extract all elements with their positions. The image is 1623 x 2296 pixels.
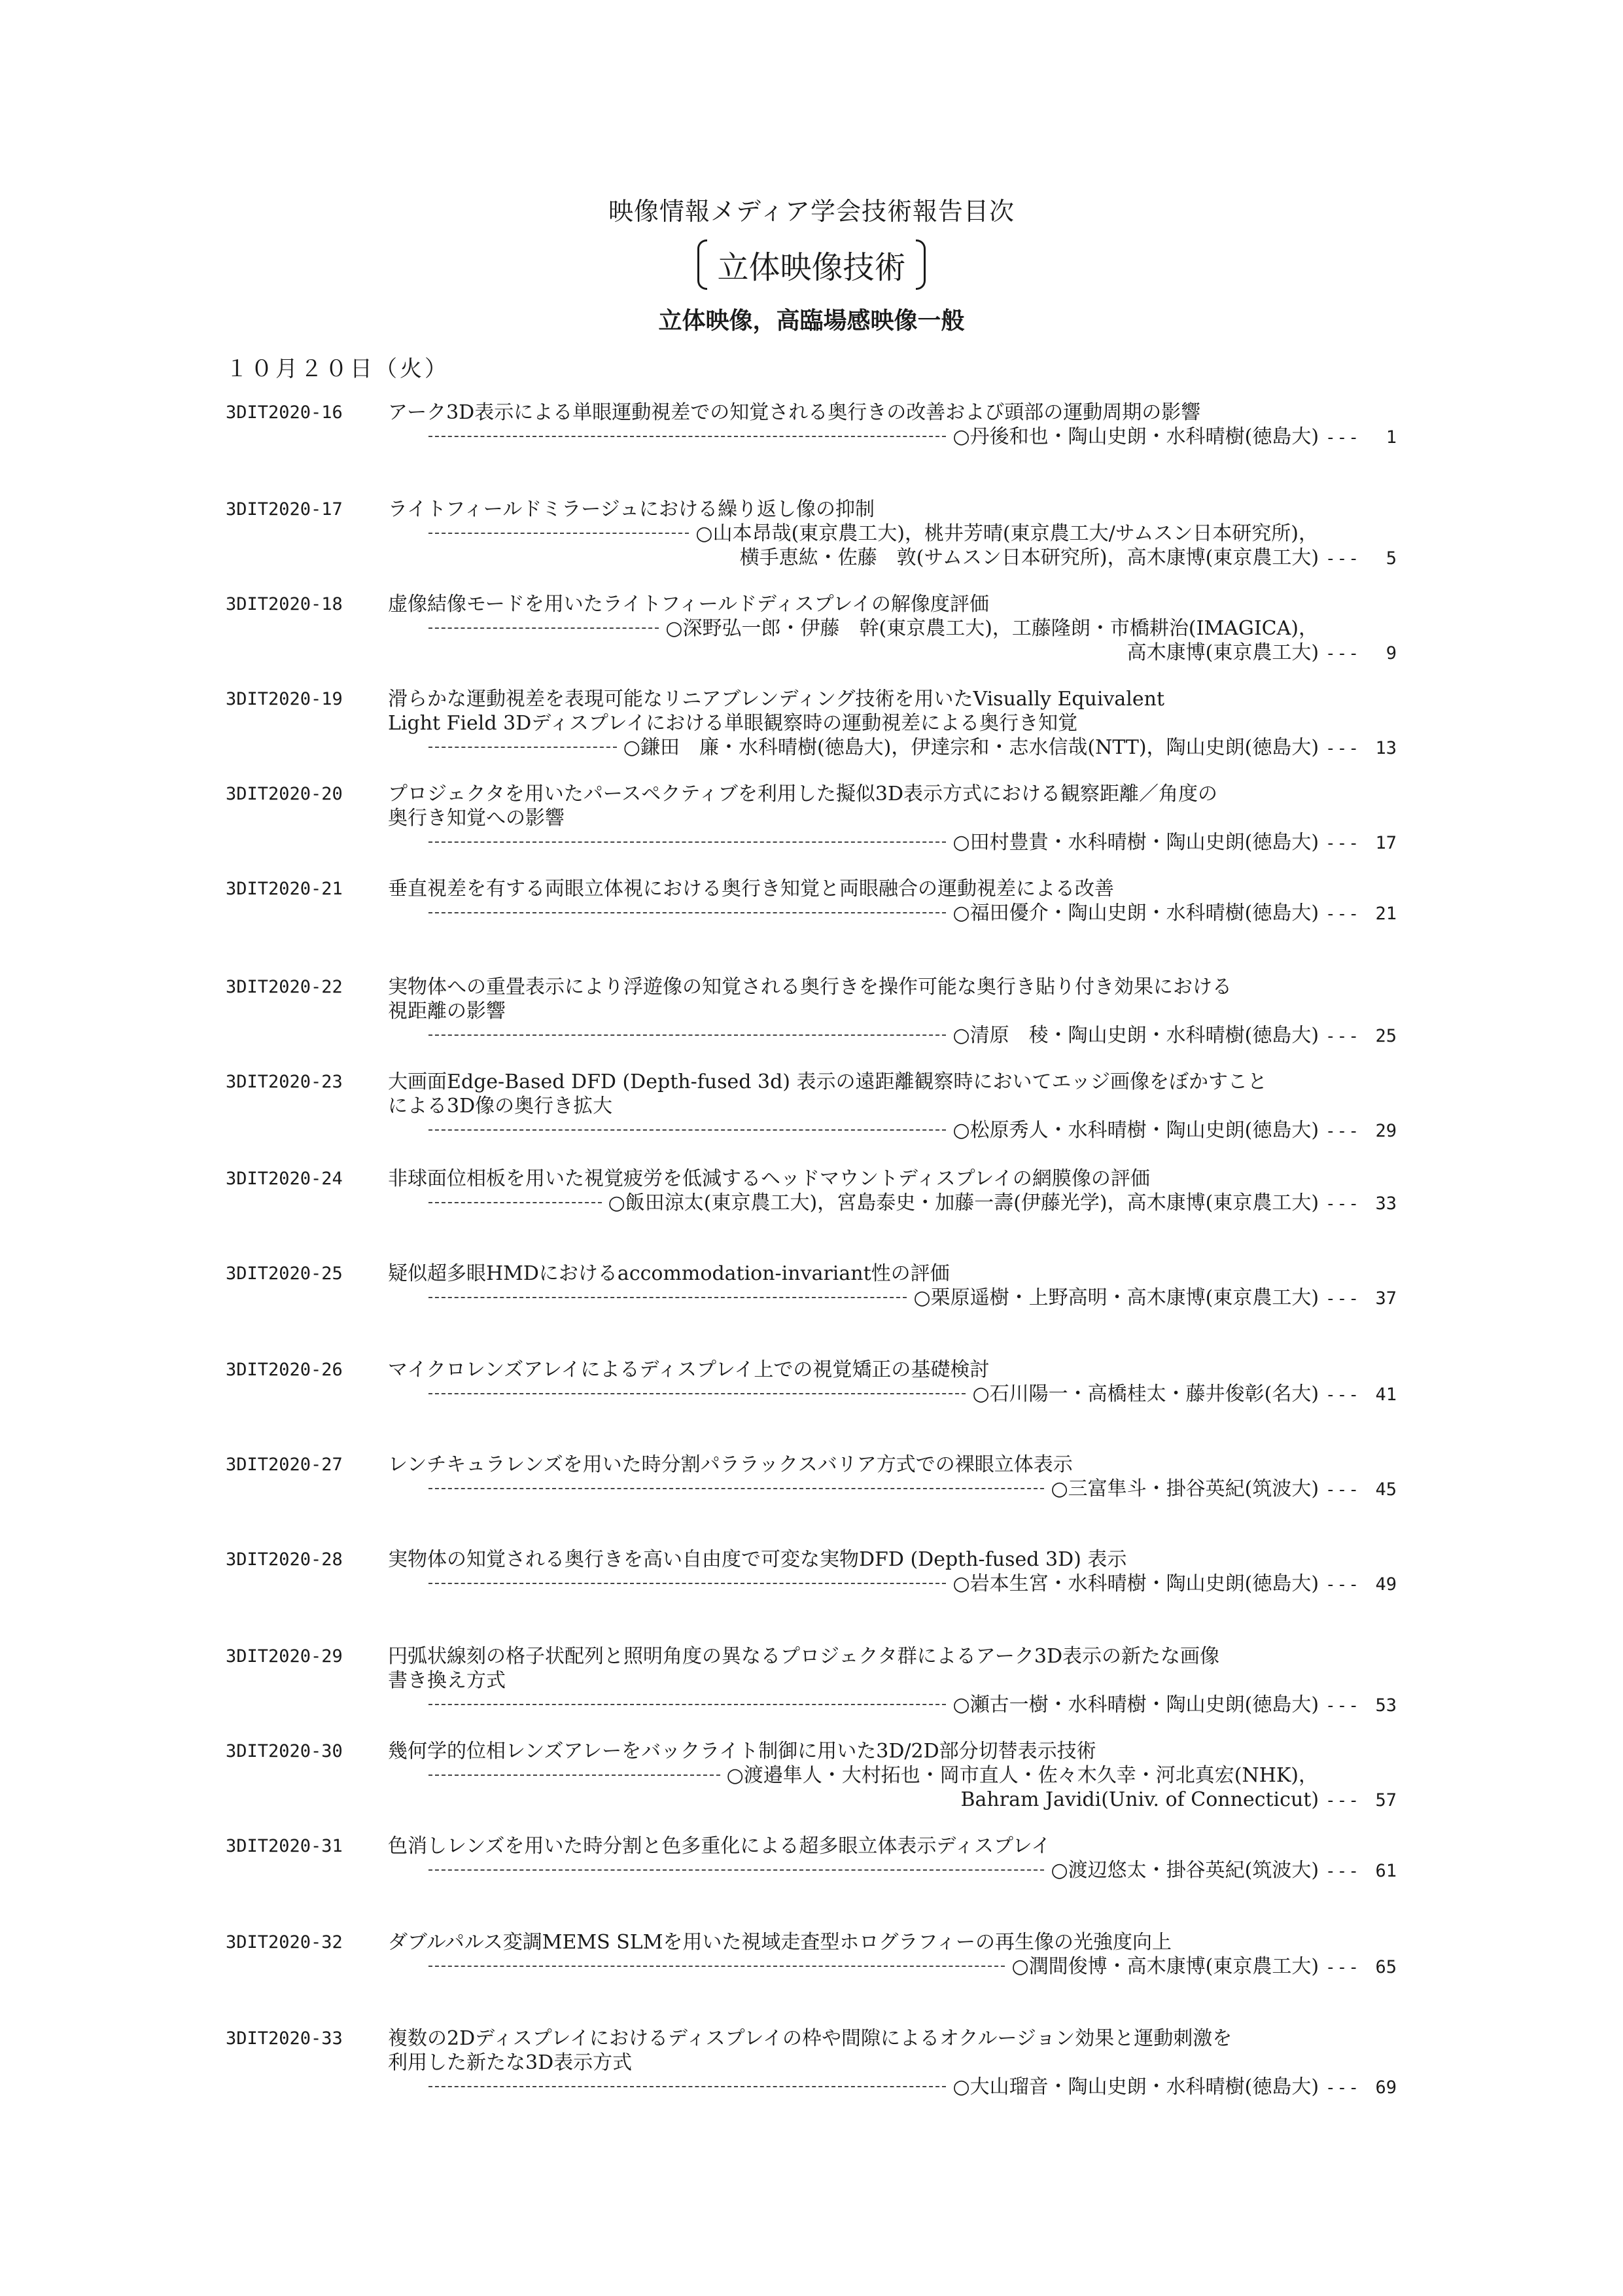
page-number: 61 (1375, 1861, 1397, 1881)
entry-authors: ○石川陽一・高橋桂太・藤井俊彰(名大) (972, 1383, 1319, 1405)
leader-tail: --- (1325, 644, 1360, 663)
entry-id: 3DIT2020-25 (226, 1263, 343, 1284)
leader-tail: --- (1325, 739, 1360, 758)
leader-tail: --- (1325, 1958, 1360, 1977)
dotted-leader (428, 747, 617, 748)
page-number: 65 (1375, 1957, 1397, 1977)
entry-id: 3DIT2020-29 (226, 1646, 343, 1667)
entry-authors: ○深野弘一郎・伊藤 幹(東京農工大)，工藤隆朗・市橋耕治(IMAGICA)， (665, 617, 1318, 640)
entry-id: 3DIT2020-18 (226, 594, 343, 614)
page-number: 53 (1375, 1695, 1397, 1716)
dotted-leader (428, 1202, 602, 1203)
entry-title: 幾何学的位相レンズアレーをバックライト制御に用いた3D/2D部分切替表示技術 (388, 1740, 1096, 1763)
toc-entry (226, 687, 1397, 761)
entry-id: 3DIT2020-26 (226, 1360, 343, 1380)
entry-authors: 高木康博(東京農工大) (1126, 641, 1319, 664)
toc-entry (226, 975, 1397, 1049)
leader-tail: --- (1325, 1575, 1360, 1595)
dotted-leader (428, 1775, 720, 1776)
toc-entry (226, 497, 1397, 571)
leader-tail: --- (1325, 1696, 1360, 1716)
entry-authors: ○渡辺悠太・掛谷英紀(筑波大) (1051, 1859, 1319, 1882)
entry-authors: ○山本昂哉(東京農工大)，桃井芳晴(東京農工大/サムスン日本研究所)， (695, 522, 1318, 545)
toc-entry (226, 1930, 1397, 1980)
entry-title: 虚像結像モードを用いたライトフィールドディスプレイの解像度評価 (388, 593, 989, 616)
page-number: 29 (1375, 1121, 1397, 1141)
toc-entry (226, 1262, 1397, 1311)
toc-entry (226, 1834, 1397, 1884)
entry-title: 奥行き知覚への影響 (388, 807, 565, 830)
session-date: １０月２０日（火） (226, 356, 449, 382)
entry-title: 垂直視差を有する両眼立体視における奥行き知覚と両眼融合の運動視差による改善 (388, 877, 1114, 900)
entry-id: 3DIT2020-31 (226, 1836, 343, 1856)
entry-authors: ○大山瑠音・陶山史朗・水科晴樹(徳島大) (952, 2075, 1319, 2098)
entry-authors: ○福田優介・陶山史朗・水科晴樹(徳島大) (952, 902, 1319, 925)
page-number: 57 (1375, 1790, 1397, 1810)
leader-tail: --- (1325, 2078, 1360, 2098)
dotted-leader (428, 1966, 1005, 1967)
dotted-leader (428, 2086, 946, 2087)
entry-authors: Bahram Javidi(Univ. of Connecticut) (960, 1788, 1319, 1811)
entry-id: 3DIT2020-16 (226, 402, 343, 423)
dotted-leader (428, 1034, 946, 1036)
entry-id: 3DIT2020-19 (226, 689, 343, 709)
page-number: 33 (1375, 1193, 1397, 1214)
entry-title: 実物体の知覚される奥行きを高い自由度で可変な実物DFD (Depth-fused 3D) 表示 (388, 1548, 1127, 1571)
page-number: 45 (1375, 1479, 1397, 1500)
dotted-leader (428, 627, 659, 629)
entry-id: 3DIT2020-23 (226, 1072, 343, 1092)
entry-authors: ○田村豊貴・水科晴樹・陶山史朗(徳島大) (952, 831, 1319, 854)
entry-id: 3DIT2020-30 (226, 1741, 343, 1761)
entry-authors: ○松原秀人・水科晴樹・陶山史朗(徳島大) (952, 1119, 1319, 1142)
toc-entry (226, 592, 1397, 666)
entry-id: 3DIT2020-33 (226, 2028, 343, 2049)
toc-entry (226, 1167, 1397, 1216)
entry-title: 円弧状線刻の格子状配列と照明角度の異なるプロジェクタ群によるアーク3D表示の新たな画像 (388, 1645, 1220, 1668)
page-number: 21 (1375, 904, 1397, 924)
entry-title: による3D像の奥行き拡大 (388, 1095, 613, 1118)
entry-authors: ○鎌田 廉・水科晴樹(徳島大)，伊達宗和・志水信哉(NTT)，陶山史朗(徳島大) (623, 736, 1319, 759)
leader-tail: --- (1325, 1027, 1360, 1046)
page-number: 9 (1386, 643, 1397, 663)
toc-entry (226, 1453, 1397, 1502)
report-title: 映像情報メディア学会技術報告目次 (608, 197, 1015, 226)
entry-authors: ○清原 稜・陶山史朗・水科晴樹(徳島大) (952, 1024, 1319, 1047)
page-number: 17 (1375, 833, 1397, 853)
entry-id: 3DIT2020-27 (226, 1455, 343, 1475)
leader-tail: --- (1325, 904, 1360, 924)
dotted-leader (428, 1488, 1044, 1489)
dotted-leader (428, 1129, 946, 1131)
entry-id: 3DIT2020-32 (226, 1932, 343, 1952)
entry-title: プロジェクタを用いたパースペクティブを利用した擬似3D表示方式における観察距離／角度の (388, 783, 1218, 805)
leader-tail: --- (1325, 834, 1360, 853)
toc-entry (226, 1739, 1397, 1813)
dotted-leader (428, 912, 946, 913)
entry-title: マイクロレンズアレイによるディスプレイ上での視覚矯正の基礎検討 (388, 1358, 990, 1381)
page-number: 13 (1375, 738, 1397, 758)
toc-entry (226, 400, 1397, 450)
entry-id: 3DIT2020-28 (226, 1549, 343, 1570)
entry-id: 3DIT2020-21 (226, 879, 343, 899)
page-number: 25 (1375, 1026, 1397, 1046)
entry-title: 視距離の影響 (388, 1000, 506, 1023)
page-number: 1 (1386, 427, 1397, 448)
entry-title: 非球面位相板を用いた視覚疲労を低減するヘッドマウントディスプレイの網膜像の評価 (388, 1167, 1150, 1190)
entry-title: Light Field 3Dディスプレイにおける単眼観察時の運動視差による奥行き知覚 (388, 712, 1078, 735)
entry-title: 疑似超多眼HMDにおけるaccommodation-invariant性の評価 (388, 1262, 950, 1285)
entry-authors: ○丹後和也・陶山史朗・水科晴樹(徳島大) (952, 425, 1319, 448)
entry-authors: ○岩本生宮・水科晴樹・陶山史朗(徳島大) (952, 1572, 1319, 1595)
leader-tail: --- (1325, 428, 1360, 448)
entry-id: 3DIT2020-17 (226, 499, 343, 520)
leader-tail: --- (1325, 1289, 1360, 1309)
entry-title: ライトフィールドミラージュにおける繰り返し像の抑制 (388, 498, 875, 521)
toc-entry (226, 877, 1397, 927)
dotted-leader (428, 1583, 946, 1584)
leader-tail: --- (1325, 1194, 1360, 1214)
entry-title: ダブルパルス変調MEMS SLMを用いた視域走査型ホログラフィーの再生像の光強度向上 (388, 1931, 1172, 1954)
dotted-leader (428, 1869, 1044, 1871)
leader-tail: --- (1325, 549, 1360, 569)
entry-authors: ○潤間俊博・高木康博(東京農工大) (1011, 1955, 1319, 1978)
leader-tail: --- (1325, 1791, 1360, 1810)
entry-id: 3DIT2020-22 (226, 977, 343, 997)
entry-authors: ○飯田涼太(東京農工大)，宮島泰史・加藤一壽(伊藤光学)，高木康博(東京農工大) (608, 1192, 1319, 1214)
dotted-leader (428, 533, 689, 534)
dotted-leader (428, 1704, 946, 1705)
entry-title: 滑らかな運動視差を表現可能なリニアブレンディング技術を用いたVisually Equivalent (388, 688, 1165, 711)
section-heading (0, 239, 1623, 290)
entry-title: レンチキュラレンズを用いた時分割パララックスバリア方式での裸眼立体表示 (388, 1453, 1073, 1476)
entry-title: 書き換え方式 (388, 1669, 506, 1692)
entry-title: 複数の2Dディスプレイにおけるディスプレイの枠や間隙によるオクルージョン効果と運動刺激を (388, 2027, 1232, 2050)
entry-authors: 横手恵紘・佐藤 敦(サムスン日本研究所)，高木康博(東京農工大) (739, 546, 1319, 569)
dotted-leader (428, 1297, 907, 1298)
page-number: 5 (1386, 548, 1397, 569)
toc-entry (226, 1358, 1397, 1407)
entry-title: 利用した新たな3D表示方式 (388, 2051, 633, 2074)
entry-id: 3DIT2020-24 (226, 1169, 343, 1189)
leader-tail: --- (1325, 1385, 1360, 1405)
toc-entry (226, 2026, 1397, 2100)
page-number: 69 (1375, 2077, 1397, 2098)
page-number: 41 (1375, 1385, 1397, 1405)
entry-title: 色消しレンズを用いた時分割と色多重化による超多眼立体表示ディスプレイ (388, 1835, 1051, 1858)
entry-id: 3DIT2020-20 (226, 784, 343, 804)
entry-title: 実物体への重畳表示により浮遊像の知覚される奥行きを操作可能な奥行き貼り付き効果における (388, 976, 1232, 998)
dotted-leader (428, 841, 946, 843)
toc-entry (226, 1547, 1397, 1597)
leader-tail: --- (1325, 1480, 1360, 1500)
leader-tail: --- (1325, 1862, 1360, 1881)
page-number: 49 (1375, 1574, 1397, 1595)
genre-heading: 立体映像，高臨場感映像一般 (658, 308, 965, 334)
entry-authors: ○三富隼斗・掛谷英紀(筑波大) (1051, 1477, 1319, 1500)
toc-entry (226, 782, 1397, 856)
toc-entry (226, 1644, 1397, 1718)
section-title: 立体映像技術 (697, 239, 925, 290)
dotted-leader (428, 1393, 966, 1394)
entry-title: アーク3D表示による単眼運動視差での知覚される奥行きの改善および頭部の運動周期の影響 (388, 401, 1201, 424)
leader-tail: --- (1325, 1122, 1360, 1141)
entry-authors: ○渡邉隼人・大村拓也・岡市直人・佐々木久幸・河北真宏(NHK)， (726, 1764, 1318, 1787)
page-number: 37 (1375, 1288, 1397, 1309)
entry-title: 大画面Edge-Based DFD (Depth-fused 3d) 表示の遠距離観察時においてエッジ画像をぼかすこと (388, 1070, 1267, 1093)
toc-entry (226, 1070, 1397, 1144)
dotted-leader (428, 436, 946, 437)
entry-authors: ○瀬古一樹・水科晴樹・陶山史朗(徳島大) (952, 1693, 1319, 1716)
entry-authors: ○栗原遥樹・上野高明・高木康博(東京農工大) (913, 1286, 1319, 1309)
